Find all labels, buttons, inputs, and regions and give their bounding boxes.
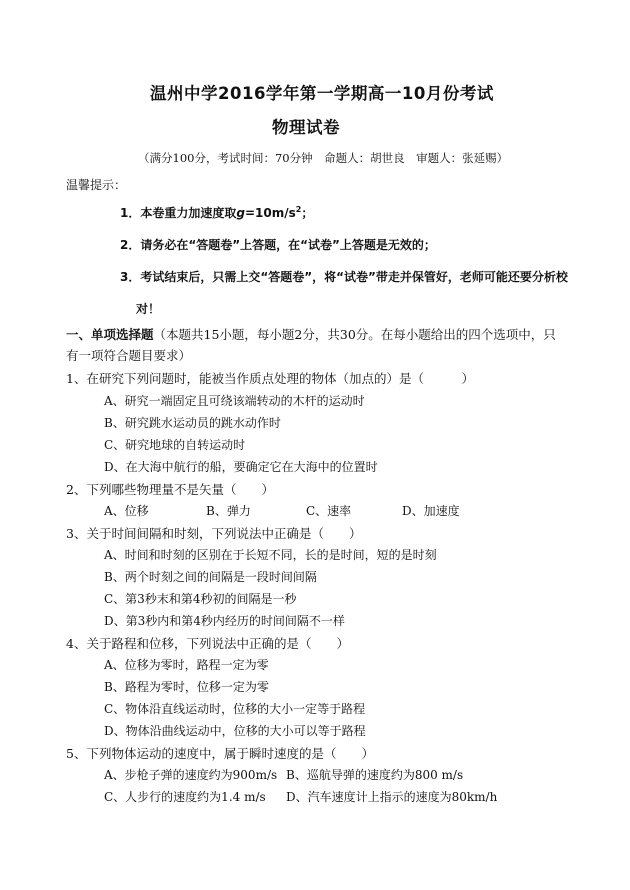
question-4-stem: 4、关于路程和位移，下列说法中正确的是（ ） [66,636,349,651]
question-5-option-c: C、人步行的速度约为1.4 m/s [104,790,266,804]
exam-meta: （满分100分，考试时间：70分钟 命题人：胡世良 审题人：张延赐） [138,151,509,165]
question-2-option-d: D、加速度 [402,504,460,518]
question-3-option-b: B、两个时刻之间的间隔是一段时间间隔 [104,570,317,584]
question-4-option-c: C、物体沿直线运动时，位移的大小一定等于路程 [104,702,366,716]
question-4-option-a: A、位移为零时，路程一定为零 [104,658,269,672]
question-5-option-d: D、汽车速度计上指示的速度为80km/h [286,790,498,804]
question-2-option-a: A、位移 [104,504,149,518]
note-1-prefix: 1．本卷重力加速度取 [120,206,237,220]
section-heading-line2: 有一项符合题目要求） [66,348,192,363]
note-1-sup: 2 [295,205,302,214]
question-5-option-a: A、步枪子弹的速度约为900m/s [104,768,278,782]
section-heading-text: （本题共15小题，每小题2分，共30分。在每小题给出的四个选项中，只 [153,327,556,342]
question-3-option-c: C、第3秒末和第4秒初的间隔是一秒 [104,592,297,606]
question-3-option-d: D、第3秒内和第4秒内经历的时间间隔不一样 [104,614,345,628]
question-3-option-a: A、时间和时刻的区别在于长短不同，长的是时间，短的是时刻 [104,548,437,562]
note-1-end: ； [301,206,314,220]
note-2: 2．请务必在“答题卷”上答题，在“试卷”上答题是无效的； [120,238,436,252]
exam-subtitle: 物理试卷 [272,118,340,137]
question-1-option-d: D、在大海中航行的船，要确定它在大海中的位置时 [104,460,378,474]
question-2-option-c: C、速率 [306,504,352,518]
question-5-option-b: B、巡航导弹的速度约为800 m/s [286,768,464,782]
notes-heading: 温馨提示： [66,178,127,192]
note-1 [120,204,313,221]
question-2-option-b: B、弹力 [206,504,251,518]
question-4-option-b: B、路程为零时，位移一定为零 [104,680,269,694]
note-3-line1: 3．考试结束后，只需上交“答题卷”，将“试卷”带走并保管好，老师可能还要分析校 [120,270,568,284]
question-4-option-d: D、物体沿曲线运动中，位移的大小可以等于路程 [104,724,366,738]
question-2-stem: 2、下列哪些物理量不是矢量（ ） [66,482,274,497]
exam-title: 温州中学2016学年第一学期高一10月份考试 [150,84,494,103]
section-heading-line1 [66,325,556,343]
question-1-option-a: A、研究一端固定且可绕该端转动的木杆的运动时 [104,394,365,408]
question-1-option-c: C、研究地球的自转运动时 [104,438,246,452]
note-3-line2: 对！ [136,302,161,316]
question-1-stem: 1、在研究下列问题时，能被当作质点处理的物体（加点的）是（ ） [66,371,474,386]
note-1-eq: =10m/s [244,206,296,220]
section-heading-bold: 一、单项选择题 [66,327,154,342]
question-5-stem: 5、下列物体运动的速度中，属于瞬时速度的是（ ） [66,746,374,761]
question-3-stem: 3、关于时间间隔和时刻，下列说法中正确是（ ） [66,526,362,541]
note-1-g: g [236,206,245,220]
question-1-option-b: B、研究跳水运动员的跳水动作时 [104,416,281,430]
